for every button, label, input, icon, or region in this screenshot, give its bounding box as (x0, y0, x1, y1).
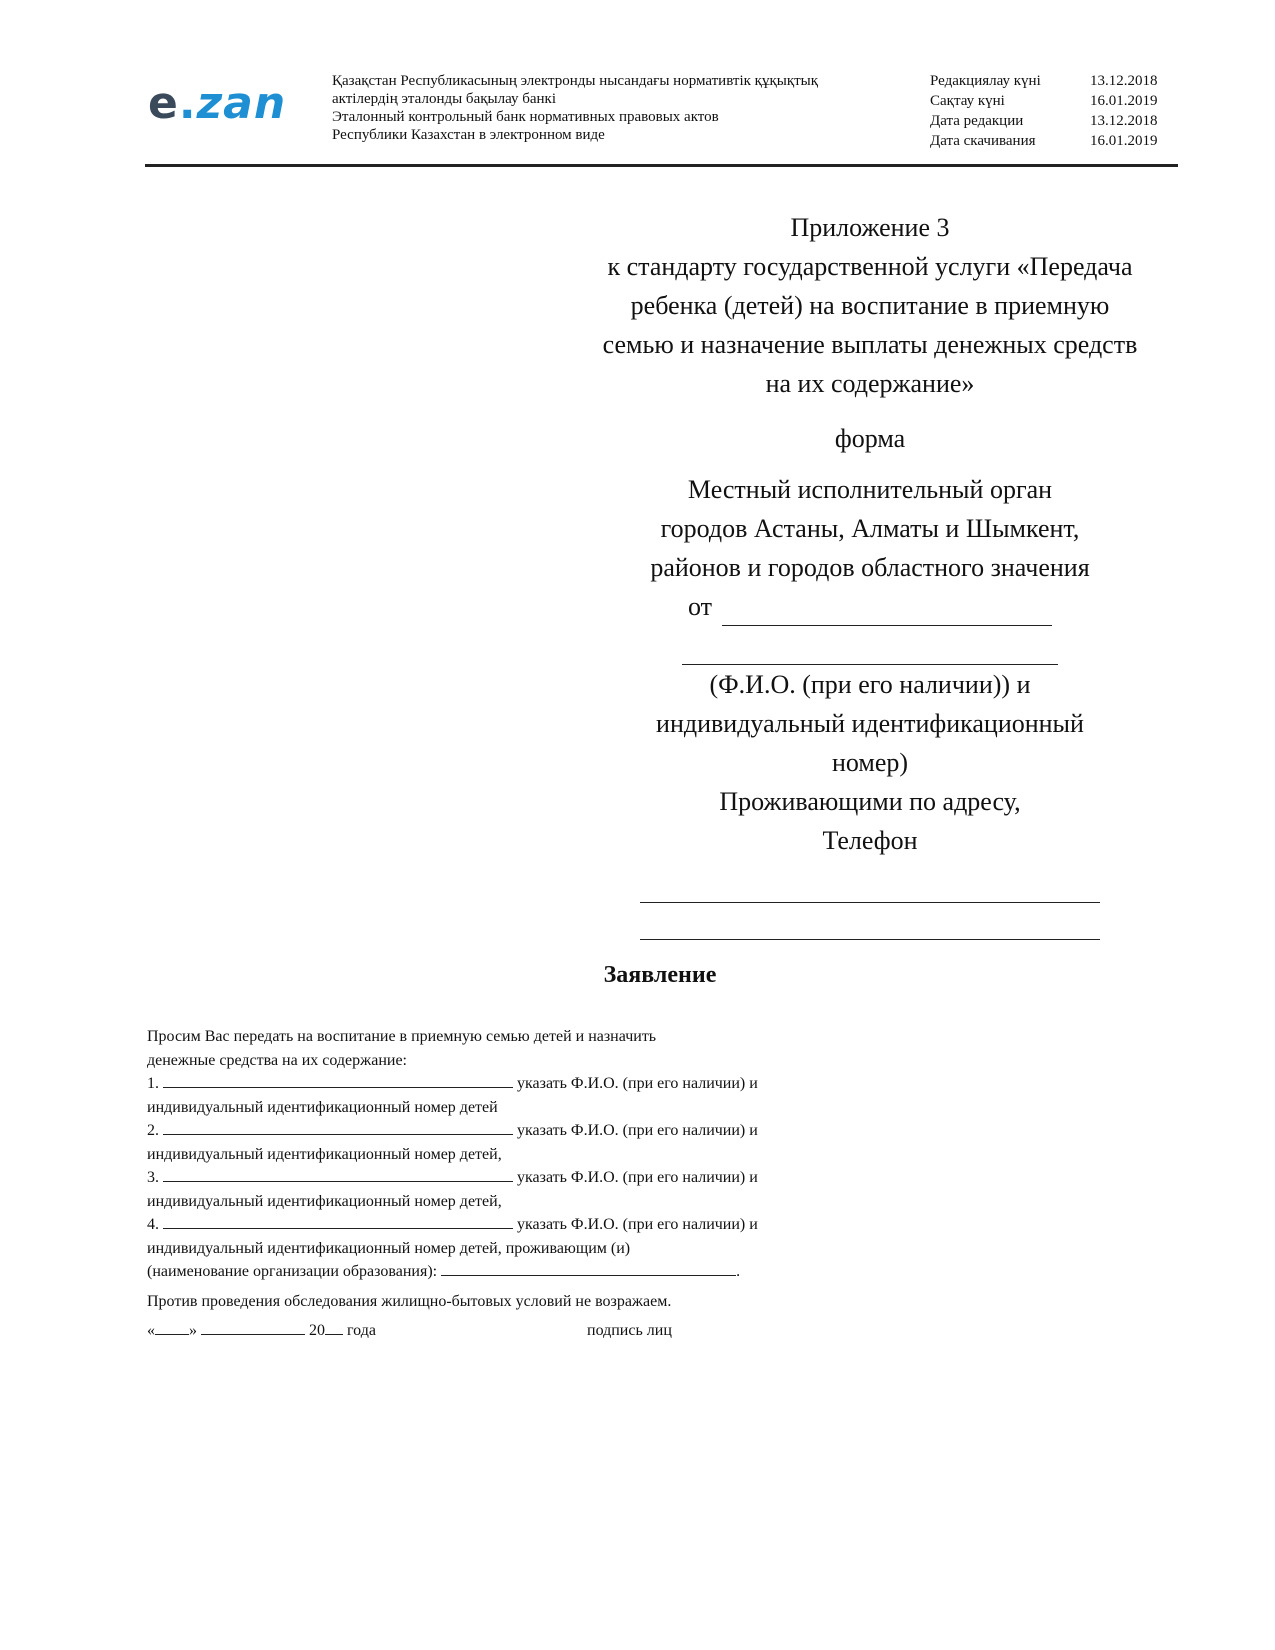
application-body (147, 1025, 847, 1343)
authority-name: Местный исполнительный орган городов Астаны, Алматы и Шымкент, районов и городов областного значения (650, 475, 1090, 582)
applicant-info: (Ф.И.О. (при его наличии)) и индивидуальный идентификационный номер) Проживающими по адресу, Телефон (656, 670, 1084, 855)
from-name-field[interactable] (722, 595, 1052, 626)
intro-line: Просим Вас передать на воспитание в приемную семью детей и назначить (147, 1028, 657, 1045)
intro-line: денежные средства на их содержание: (147, 1051, 407, 1069)
meta-row-download-date: Дата скачивания 16.01.2019 (930, 133, 1158, 149)
child-item-2-cont: индивидуальный идентификационный номер детей, (147, 1145, 502, 1163)
addressee-block (545, 208, 1195, 940)
child-4-field[interactable] (163, 1213, 513, 1229)
date-field-group: « » 20 года (147, 1319, 587, 1343)
signature-label: подпись лиц (587, 1322, 672, 1339)
ezan-logo: e.zan (148, 78, 287, 129)
meta-row-edit-date-kz: Редакциялау күні 13.12.2018 (930, 73, 1158, 89)
appendix-reference: Приложение 3 к стандарту государственной услуги «Передача ребенка (детей) на воспитание в приемную семью и назначение выплаты денежных средств на их содержание» (602, 213, 1138, 398)
from-row (545, 587, 1195, 626)
form-label: форма (834, 424, 906, 453)
header-divider (145, 164, 1178, 167)
child-item-4-cont: индивидуальный идентификационный номер детей, проживающим (и) (147, 1239, 631, 1257)
header-description (332, 72, 892, 144)
no-objection-line: Против проведения обследования жилищно-бытовых условий не возражаем. (147, 1292, 672, 1310)
child-1-field[interactable] (163, 1072, 513, 1088)
header-description-line: актілердің эталонды бақылау банкі (332, 91, 556, 107)
child-3-field[interactable] (163, 1166, 513, 1182)
child-item-1: 1. указать Ф.И.О. (при его наличии) и (147, 1072, 847, 1096)
child-item-3: 3. указать Ф.И.О. (при его наличии) и (147, 1166, 847, 1190)
meta-row-save-date-kz: Сақтау күні 16.01.2019 (930, 93, 1158, 109)
child-item-2: 2. указать Ф.И.О. (при его наличии) и (147, 1119, 847, 1143)
from-label: от (687, 592, 713, 621)
header-description-line: Қазақстан Республикасының электронды нысандағы нормативтік құқықтық (332, 73, 819, 89)
child-2-field[interactable] (163, 1119, 513, 1135)
phone-field[interactable] (640, 903, 1100, 940)
month-field[interactable] (201, 1319, 305, 1335)
year-field[interactable] (325, 1319, 343, 1335)
address-field[interactable] (640, 860, 1100, 903)
child-item-4: 4. указать Ф.И.О. (при его наличии) и (147, 1213, 847, 1237)
document-title: Заявление (603, 962, 717, 988)
organization-field[interactable] (441, 1260, 736, 1276)
child-item-3-cont: индивидуальный идентификационный номер детей, (147, 1192, 502, 1210)
meta-row-edit-date: Дата редакции 13.12.2018 (930, 113, 1158, 129)
date-signature-row (147, 1319, 847, 1343)
applicant-name-field[interactable] (682, 626, 1058, 665)
child-item-1-cont: индивидуальный идентификационный номер детей (147, 1098, 498, 1116)
organization-row: (наименование организации образования): . (147, 1260, 847, 1284)
day-field[interactable] (155, 1319, 189, 1335)
header-description-line: Республики Казахстан в электронном виде (332, 127, 605, 143)
header-meta (930, 71, 1180, 151)
header-description-line: Эталонный контрольный банк нормативных правовых актов (332, 109, 719, 125)
